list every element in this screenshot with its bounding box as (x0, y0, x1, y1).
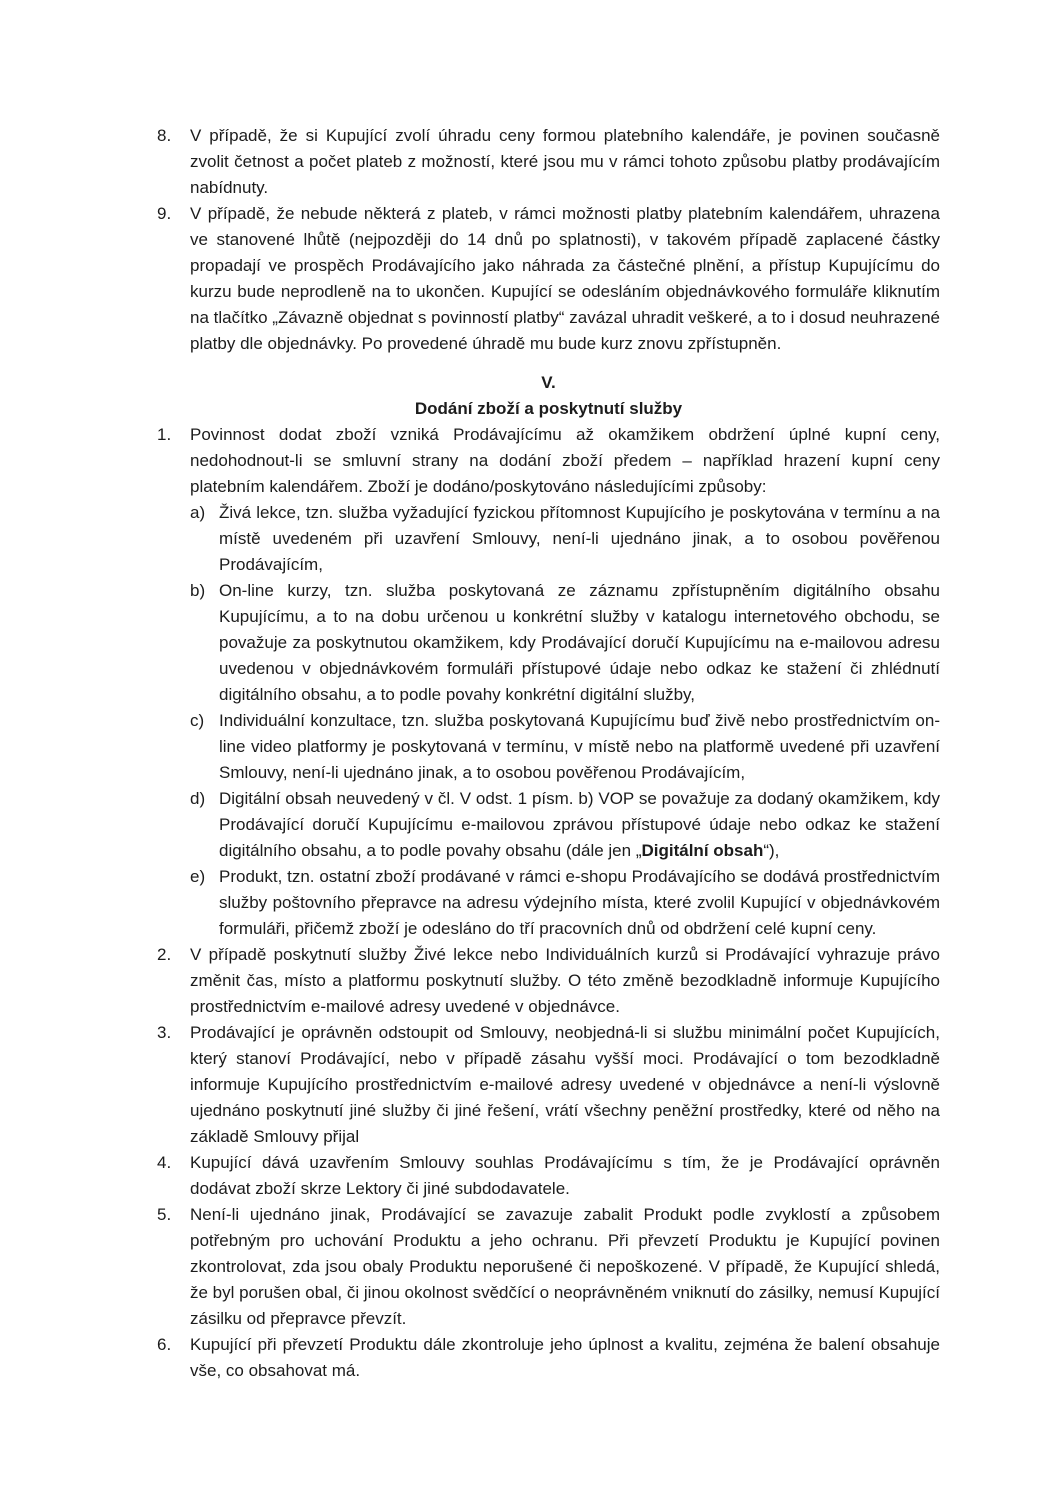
list-item-number: 9. (157, 204, 172, 223)
sub-list-item-label: c) (190, 711, 205, 730)
list-item-text: Kupující při převzetí Produktu dále zkontroluje jeho úplnost a kvalitu, zejména že balení obsahuje vše, co obsahovat má. (190, 1335, 940, 1380)
list-item-body (219, 578, 940, 708)
list-item (157, 1202, 940, 1332)
list-item-body (219, 708, 940, 786)
list-item (157, 1020, 940, 1150)
list-item-body (219, 500, 940, 578)
list-item (157, 201, 940, 357)
sub-list-item (190, 864, 940, 942)
list-item-text: Povinnost dodat zboží vzniká Prodávajícímu až okamžikem obdržení úplné kupní ceny, nedohodnout-li se smluvní strany na dodání zboží předem – například hrazení kupní ceny platebním kalendářem. Zboží je dodáno/poskytováno následujícími způsoby: (190, 425, 940, 496)
sub-list-item (190, 786, 940, 864)
list-item-body (190, 1150, 940, 1202)
sub-list-item-label: e) (190, 867, 206, 886)
list-item-body (190, 201, 940, 357)
list-item-body (190, 1332, 940, 1384)
section-heading (157, 370, 940, 422)
list-item (157, 1150, 940, 1202)
main-numbered-list (157, 422, 940, 1384)
list-item-body (190, 942, 940, 1020)
sub-list-item (190, 500, 940, 578)
sub-list (190, 500, 940, 942)
list-item-text: Kupující dává uzavřením Smlouvy souhlas Prodávajícímu s tím, že je Prodávající oprávněn dodávat zboží skrze Lektory či jiné subdodavatele. (190, 1153, 940, 1198)
list-item-number: 4. (157, 1153, 172, 1172)
list-item-number: 6. (157, 1335, 172, 1354)
defined-term-bold: Digitální obsah (641, 841, 764, 860)
list-item-number: 2. (157, 945, 172, 964)
list-item (157, 123, 940, 201)
text-segment: Digitální obsah neuvedený v čl. V odst. 1 písm. b) VOP se považuje za dodaný okamžikem, kdy Prodávající doručí Kupujícímu e-mailovou zprávou přístupové údaje nebo odkaz ke stažení digitálního obsahu, a to podle povahy obsahu (dále jen „ (219, 789, 940, 860)
list-item-text: On-line kurzy, tzn. služba poskytovaná ze záznamu zpřístupněním digitálního obsahu Kupujícímu, a to na dobu určenou u konkrétní služby v katalogu internetového obchodu, se považuje za poskytnutou okamžikem, kdy Prodávající doručí Kupujícímu na e-mailovou adresu uvedenou v objednávkovém formuláři přístupové údaje nebo odkaz ke stažení či zhlédnutí digitálního obsahu, a to podle povahy konkrétní digitální služby, (219, 581, 940, 704)
list-item-text (219, 786, 940, 864)
list-item-body (190, 1020, 940, 1150)
list-item-text: Není-li ujednáno jinak, Prodávající se zavazuje zabalit Produkt podle zvyklostí a způsobem potřebným pro uchování Produktu a jeho ochranu. Při převzetí Produktu je Kupující povinen zkontrolovat, zda jsou obaly Produktu neporušené či nepoškozené. V případě, že Kupující shledá, že byl porušen obal, či jinou okolnost svědčící o neoprávněném vniknutí do zásilky, nemusí Kupující zásilku od přepravce převzít. (190, 1205, 940, 1328)
list-item-text: V případě, že nebude některá z plateb, v rámci možnosti platby platebním kalendářem, uhrazena ve stanovené lhůtě (nejpozději do 14 dnů po splatnosti), v takovém případě zaplacené částky propadají ve prospěch Prodávajícího jako náhrada za částečné plnění, a přístup Kupujícímu do kurzu bude neprodleně na to ukončen. Kupující se odesláním objednávkového formuláře kliknutím na tlačítko „Závazně objednat s povinností platby“ zavázal uhradit veškeré, a to i dosud neuhrazené platby dle objednávky. Po provedené úhradě mu bude kurz znovu zpřístupněn. (190, 204, 940, 353)
list-item-number: 5. (157, 1205, 172, 1224)
list-item-body (190, 422, 940, 942)
text-segment: “), (763, 841, 780, 860)
continued-numbered-list (157, 123, 940, 357)
list-item (157, 942, 940, 1020)
list-item-text: Produkt, tzn. ostatní zboží prodávané v rámci e-shopu Prodávajícího se dodává prostřednictvím služby poštovního přepravce na adresu výdejního místa, které zvolil Kupující v objednávkovém formuláři, přičemž zboží je odesláno do tří pracovních dnů od obdržení celé kupní ceny. (219, 867, 940, 938)
list-item-text: Individuální konzultace, tzn. služba poskytovaná Kupujícímu buď živě nebo prostřednictvím on-line video platformy je poskytovaná v termínu, v místě nebo na platformě uvedené při uzavření Smlouvy, není-li ujednáno jinak, a to osobou pověřenou Prodávajícím, (219, 711, 940, 782)
list-item-text: Živá lekce, tzn. služba vyžadující fyzickou přítomnost Kupujícího je poskytována v termínu a na místě uvedeném při uzavření Smlouvy, není-li ujednáno jinak, a to osobou pověřenou Prodávajícím, (219, 503, 940, 574)
list-item-text: V případě, že si Kupující zvolí úhradu ceny formou platebního kalendáře, je povinen současně zvolit četnost a počet plateb z možností, které jsou mu v rámci tohoto způsobu platby prodávajícím nabídnuty. (190, 126, 940, 197)
section-title: Dodání zboží a poskytnutí služby (414, 399, 683, 418)
list-item-number: 1. (157, 425, 172, 444)
list-item-number: 3. (157, 1023, 172, 1042)
sub-list-item-label: b) (190, 581, 206, 600)
list-item-body (190, 123, 940, 201)
list-item-text: Prodávající je oprávněn odstoupit od Smlouvy, neobjedná-li si službu minimální počet Kupujících, který stanoví Prodávající, nebo v případě zásahu vyšší moci. Prodávající o tom bezodkladně informuje Kupujícího prostřednictvím e-mailové adresy uvedené v objednávce a není-li výslovně ujednáno poskytnutí jiné služby či jiné řešení, vrátí všechny peněžní prostředky, které od něho na základě Smlouvy přijal (190, 1023, 940, 1146)
sub-list-item (190, 578, 940, 708)
sub-list-item-label: a) (190, 503, 206, 522)
list-item (157, 1332, 940, 1384)
sub-list-item-label: d) (190, 789, 206, 808)
section-number: V. (541, 373, 556, 392)
list-item-body (190, 1202, 940, 1332)
list-item-body (219, 864, 940, 942)
sub-list-item (190, 708, 940, 786)
list-item-text: V případě poskytnutí služby Živé lekce nebo Individuálních kurzů si Prodávající vyhrazuje právo změnit čas, místo a platformu poskytnutí služby. O této změně bezodkladně informuje Kupujícího prostřednictvím e-mailové adresy uvedené v objednávce. (190, 945, 940, 1016)
list-item-number: 8. (157, 126, 172, 145)
list-item (157, 422, 940, 942)
list-item-body (219, 786, 940, 864)
